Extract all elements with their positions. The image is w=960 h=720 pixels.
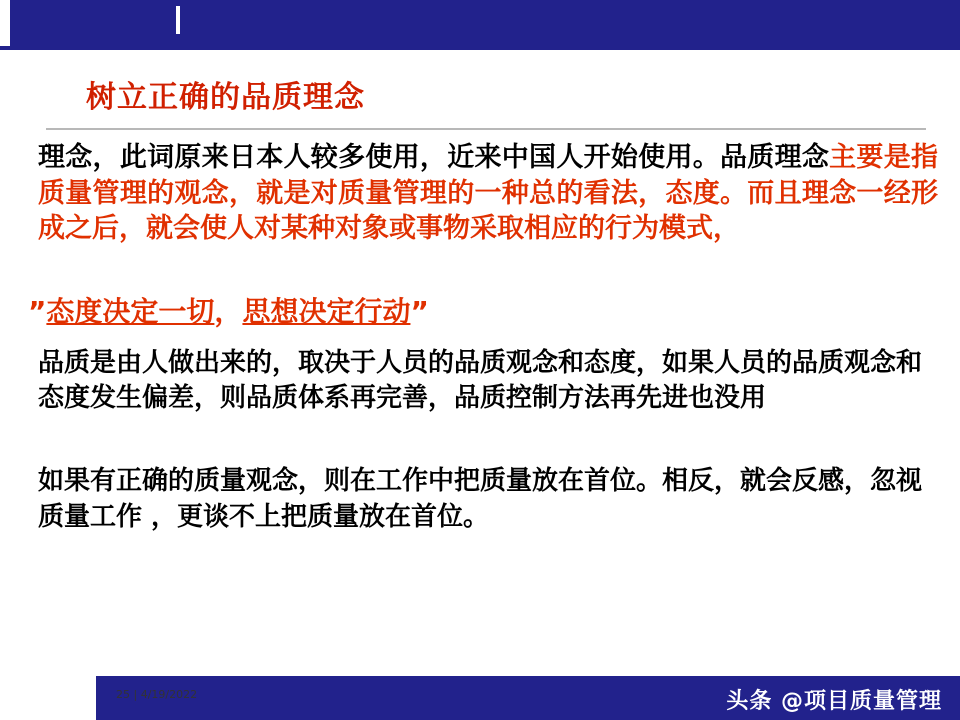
bottom-banner-left-notch [0,676,96,720]
paragraph-1-red-run: 主要是指质量管理的观念，就是对质量管理的一种总的看法，态度。而且理念一经形成之后，就会使人对某种对象或事物采取相应的行为模式， [38,142,938,245]
quote-phrase-a: 态度决定一切 [46,295,215,328]
watermark-label: 头条 @项目质量管理 [726,689,942,714]
page-title: 树立正确的品质理念 [86,80,365,115]
quote-separator: ， [214,295,243,328]
top-banner-tick-mark [176,6,180,34]
paragraph-1-second-lead: 念 [801,142,830,173]
quote-close-mark: ” [410,295,429,328]
paragraph-1-lead: 理念，此词原来日本人较多使用，近来中国人开始使用。品质理 [38,142,802,173]
slide-footer-meta: 25 | 4/19/2022 [116,688,198,701]
paragraph-3: 品质是由人做出来的，取决于人员的品质观念和态度，如果人员的品质观念和态度发生偏差，则品质体系再完善，品质控制方法再先进也没用 [38,348,923,413]
quote-phrase-b: 思想决定行动 [242,295,411,328]
paragraph-4: 如果有正确的质量观念，则在工作中把质量放在首位。相反，就会反感，忽视质量工作 ，更谈不上把质量放在首位。 [38,466,923,532]
top-banner-underline [0,46,960,50]
top-banner-left-notch [0,0,10,46]
title-divider [46,128,926,130]
paragraph-2-quote [28,294,938,331]
top-banner [0,0,960,46]
paragraph-1 [38,140,938,247]
quote-open-mark: ” [28,295,47,328]
